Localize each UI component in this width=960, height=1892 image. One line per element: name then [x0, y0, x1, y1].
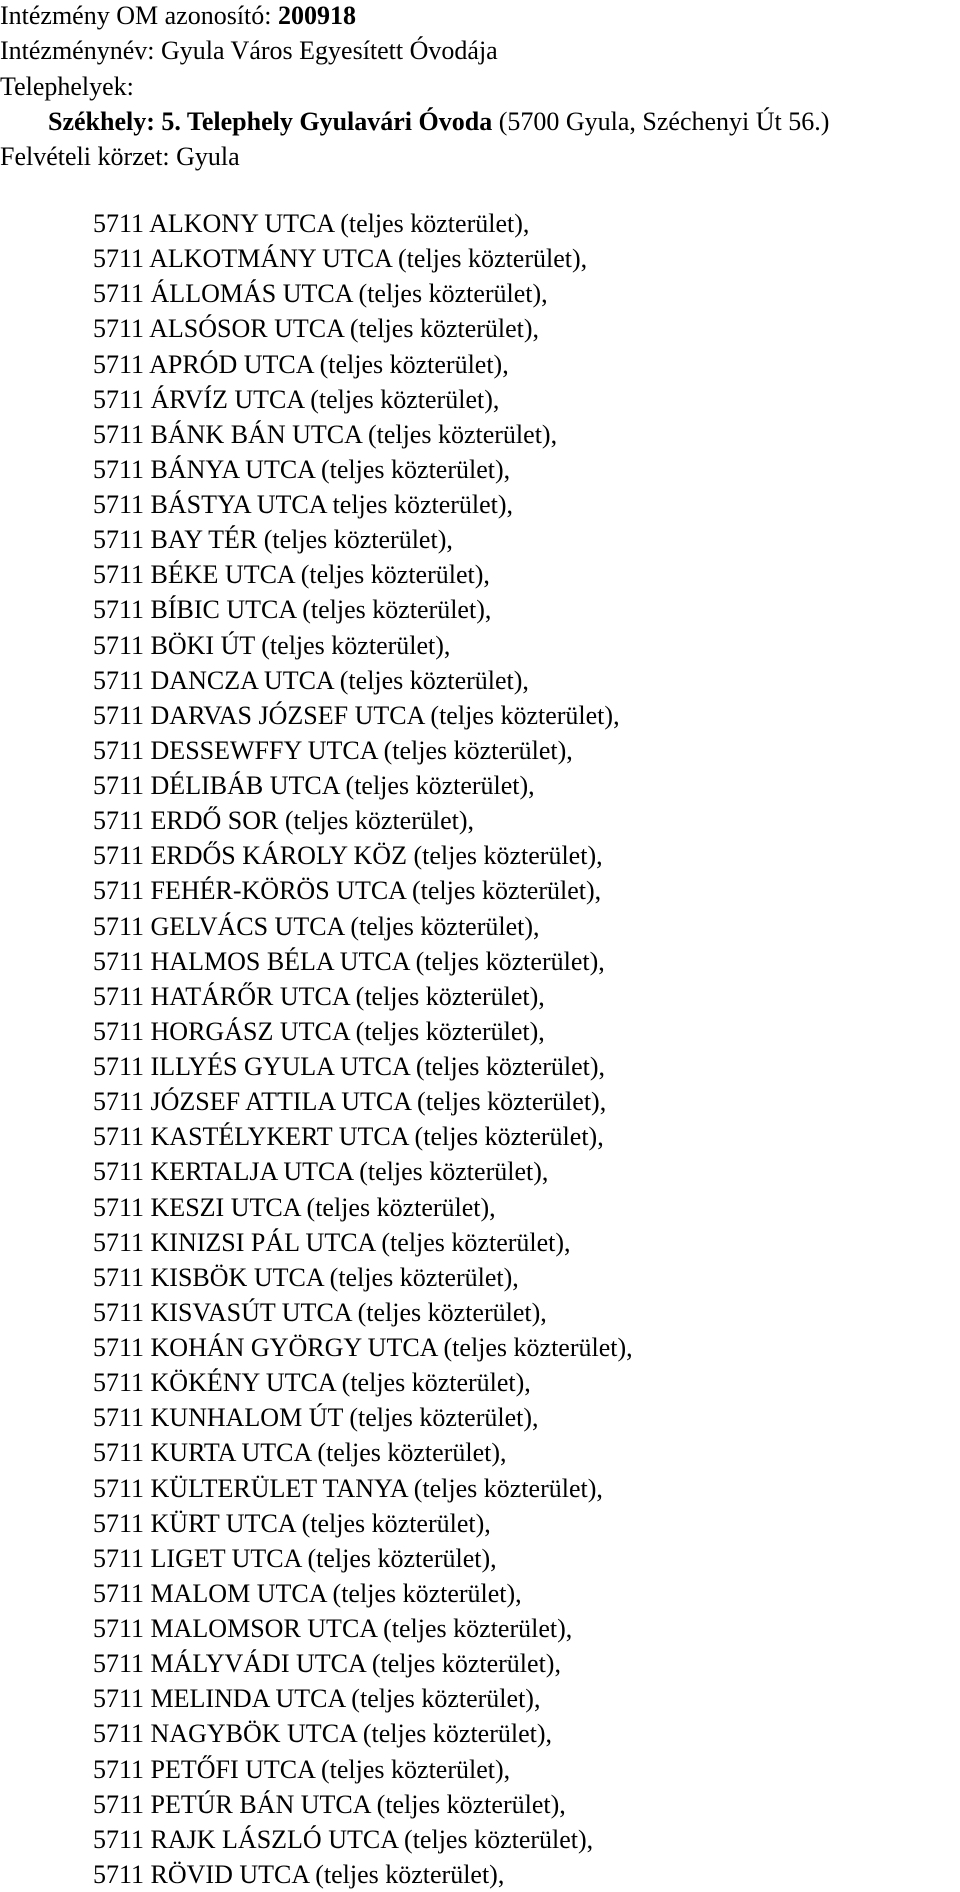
street-list-item: 5711 ERDŐS KÁROLY KÖZ (teljes közterület), — [93, 841, 603, 871]
street-list — [93, 206, 633, 1892]
sites-label: Telephelyek: — [0, 72, 134, 101]
street-list-item: 5711 HORGÁSZ UTCA (teljes közterület), — [93, 1016, 545, 1046]
street-list-item: 5711 BAY TÉR (teljes közterület), — [93, 525, 453, 555]
street-list-item: 5711 HATÁRŐR UTCA (teljes közterület), — [93, 981, 545, 1011]
street-list-item: 5711 HALMOS BÉLA UTCA (teljes közterület), — [93, 946, 605, 976]
street-list-item: 5711 MÁLYVÁDI UTCA (teljes közterület), — [93, 1649, 561, 1679]
enrollment-district-line: Felvételi körzet: Gyula — [0, 142, 240, 171]
street-list-item: 5711 ALKONY UTCA (teljes közterület), — [93, 209, 530, 238]
street-list-item: 5711 KESZI UTCA (teljes közterület), — [93, 1192, 496, 1222]
street-list-item: 5711 NAGYBÖK UTCA (teljes közterület), — [93, 1719, 553, 1749]
street-list-item: 5711 KUNHALOM ÚT (teljes közterület), — [93, 1403, 539, 1433]
street-list-item: 5711 BÖKI ÚT (teljes közterület), — [93, 630, 451, 660]
street-list-item: 5711 ERDŐ SOR (teljes közterület), — [93, 806, 475, 836]
street-list-item: 5711 LIGET UTCA (teljes közterület), — [93, 1543, 497, 1573]
street-list-item: 5711 GELVÁCS UTCA (teljes közterület), — [93, 911, 540, 941]
street-list-item: 5711 DÉLIBÁB UTCA (teljes közterület), — [93, 771, 535, 800]
street-list-item: 5711 KINIZSI PÁL UTCA (teljes közterület), — [93, 1227, 571, 1257]
street-list-item: 5711 BÉKE UTCA (teljes közterület), — [93, 560, 490, 590]
street-list-item: 5711 KISBÖK UTCA (teljes közterület), — [93, 1262, 519, 1292]
street-list-item: 5711 KURTA UTCA (teljes közterület), — [93, 1438, 507, 1468]
om-id-value: 200918 — [278, 1, 356, 30]
street-list-item: 5711 RAJK LÁSZLÓ UTCA (teljes közterület), — [93, 1824, 594, 1854]
street-list-item: 5711 KISVASÚT UTCA (teljes közterület), — [93, 1297, 547, 1327]
street-list-item: 5711 PETŐFI UTCA (teljes közterület), — [93, 1754, 511, 1784]
street-list-item: 5711 DANCZA UTCA (teljes közterület), — [93, 665, 529, 695]
street-list-item: 5711 DESSEWFFY UTCA (teljes közterület), — [93, 735, 573, 765]
street-list-item: 5711 BÁNYA UTCA (teljes közterület), — [93, 454, 511, 484]
street-list-item: 5711 DARVAS JÓZSEF UTCA (teljes közterület), — [93, 700, 620, 730]
om-id-label: Intézmény OM azonosító: — [0, 1, 278, 30]
street-list-item: 5711 JÓZSEF ATTILA UTCA (teljes közterület), — [93, 1087, 607, 1117]
street-list-item: 5711 ALSÓSOR UTCA (teljes közterület), — [93, 314, 540, 344]
street-list-item: 5711 MELINDA UTCA (teljes közterület), — [93, 1684, 541, 1714]
street-list-item: 5711 MALOM UTCA (teljes közterület), — [93, 1578, 522, 1608]
street-list-item: 5711 ÁRVÍZ UTCA (teljes közterület), — [93, 384, 500, 414]
street-list-item: 5711 KÜLTERÜLET TANYA (teljes közterület), — [93, 1473, 603, 1503]
street-list-item: 5711 BÍBIC UTCA (teljes közterület), — [93, 595, 492, 625]
street-list-item: 5711 ÁLLOMÁS UTCA (teljes közterület), — [93, 279, 548, 309]
street-list-item: 5711 PETÚR BÁN UTCA (teljes közterület), — [93, 1789, 566, 1819]
street-list-item: 5711 BÁNK BÁN UTCA (teljes közterület), — [93, 419, 558, 449]
street-list-item: 5711 ALKOTMÁNY UTCA (teljes közterület), — [93, 244, 588, 274]
headquarters-address: (5700 Gyula, Széchenyi Út 56.) — [492, 107, 830, 136]
om-id-line — [0, 1, 356, 31]
street-list-item: 5711 FEHÉR-KÖRÖS UTCA (teljes közterület), — [93, 876, 602, 906]
street-list-item: 5711 MALOMSOR UTCA (teljes közterület), — [93, 1614, 573, 1643]
street-list-item: 5711 RÖVID UTCA (teljes közterület), — [93, 1859, 505, 1889]
headquarters-line — [48, 107, 829, 137]
street-list-item: 5711 KERTALJA UTCA (teljes közterület), — [93, 1157, 549, 1187]
street-list-item: 5711 KOHÁN GYÖRGY UTCA (teljes közterület), — [93, 1333, 633, 1362]
street-list-item: 5711 KÜRT UTCA (teljes közterület), — [93, 1508, 491, 1538]
street-list-item: 5711 KASTÉLYKERT UTCA (teljes közterület), — [93, 1122, 604, 1152]
headquarters-name: Székhely: 5. Telephely Gyulavári Óvoda — [48, 107, 493, 136]
street-list-item: 5711 BÁSTYA UTCA teljes közterület), — [93, 490, 514, 519]
street-list-item: 5711 ILLYÉS GYULA UTCA (teljes közterület), — [93, 1052, 606, 1081]
street-list-item: 5711 KÖKÉNY UTCA (teljes közterület), — [93, 1368, 531, 1398]
institution-name-line: Intézménynév: Gyula Város Egyesített Óvodája — [0, 36, 498, 65]
street-list-item: 5711 APRÓD UTCA (teljes közterület), — [93, 349, 509, 379]
